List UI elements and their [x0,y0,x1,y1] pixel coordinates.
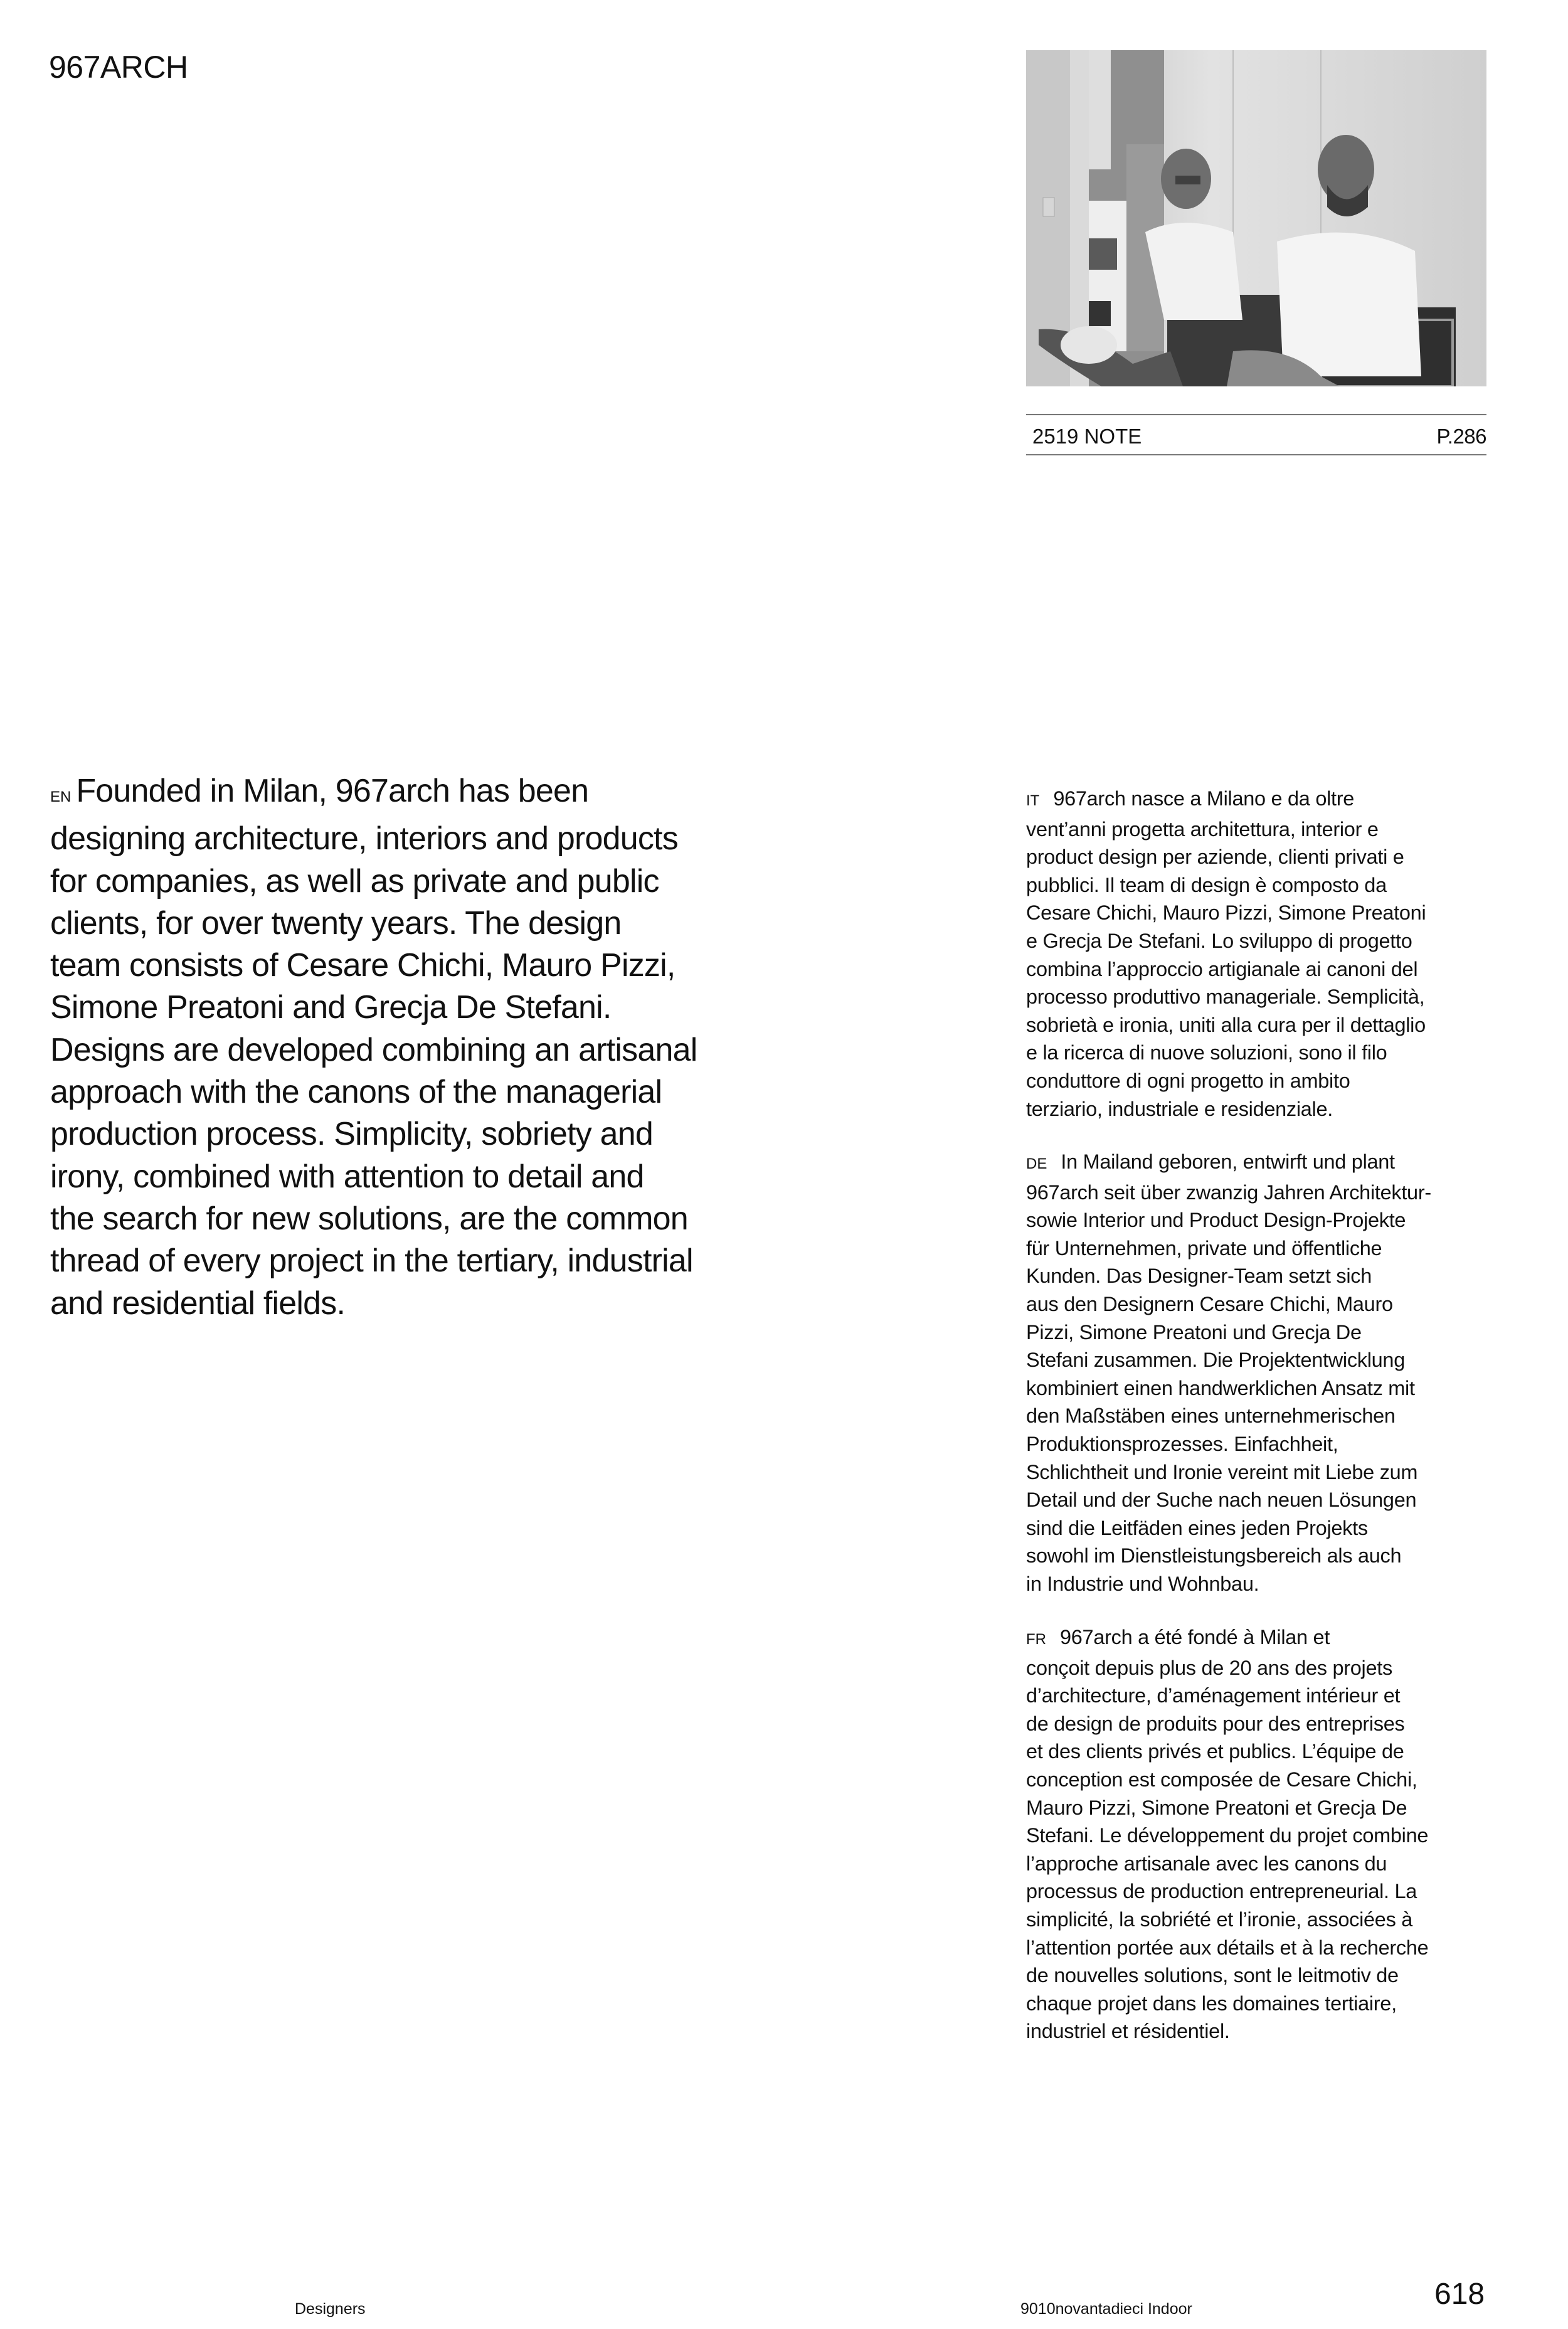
text-line: conçoit depuis plus de 20 ans des projets [1026,1656,1392,1679]
text-line: and residential fields. [50,1285,346,1322]
text-line: clients, for over twenty years. The design [50,905,622,942]
text-line: production process. Simplicity, sobriety and [50,1116,653,1153]
language-tag-it: IT [1026,792,1040,809]
text-line: processo produttivo manageriale. Semplicità, [1026,985,1425,1009]
text-line: simplicité, la sobriété et l’ironie, associées à [1026,1907,1413,1931]
text-line: Mauro Pizzi, Simone Preatoni et Grecja De [1026,1796,1407,1819]
text-line: de nouvelles solutions, sont le leitmotiv de [1026,1964,1399,1987]
text-line: chaque projet dans les domaines tertiaire, [1026,1992,1397,2015]
text-line: Cesare Chichi, Mauro Pizzi, Simone Preatoni [1026,901,1426,925]
text-line: kombiniert einen handwerklichen Ansatz mit [1026,1376,1415,1399]
language-tag-de: DE [1026,1155,1047,1172]
text-line: 967arch seit über zwanzig Jahren Architektur- [1026,1180,1431,1204]
text-line: Produktionsprozesses. Einfachheit, [1026,1432,1338,1455]
text-line: FR 967arch a été fondé à Milan et [1026,1626,1330,1648]
text-line: processus de production entrepreneurial. La [1026,1880,1417,1903]
text-line: pubblici. Il team di design è composto da [1026,873,1387,896]
text-line: e Grecja De Stefani. Lo sviluppo di progetto [1026,929,1412,952]
text-line: sowie Interior und Product Design-Projekte [1026,1209,1406,1232]
text-line: designing architecture, interiors and products [50,820,678,857]
description-it [1026,785,1493,1123]
text-line: Stefani zusammen. Die Projektentwicklung [1026,1349,1405,1372]
text-line: conception est composée de Cesare Chichi, [1026,1768,1417,1791]
page-number: 618 [1434,2278,1485,2311]
text-line: combina l’approccio artigianale ai canoni del [1026,957,1418,980]
text-line: industriel et résidentiel. [1026,2020,1230,2043]
designer-photo [1026,50,1486,386]
text-line: terziario, industriale e residenziale. [1026,1097,1333,1120]
designers-portrait-image [1026,50,1486,386]
description-de [1026,1148,1493,1598]
footer-section: Designers [295,2300,366,2318]
product-page-ref[interactable]: P.286 [1436,425,1486,448]
text-line: Stefani. Le développement du projet combine [1026,1824,1429,1847]
language-tag-fr: FR [1026,1631,1046,1648]
text-line: product design per aziende, clienti privati e [1026,846,1404,869]
text-line: d’architecture, d’aménagement intérieur et [1026,1684,1401,1707]
text-line: Pizzi, Simone Preatoni und Grecja De [1026,1320,1362,1344]
text-line: den Maßstäben eines unternehmerischen [1026,1404,1396,1428]
text-line: de design de produits pour des entreprises [1026,1712,1405,1735]
text-line: sowohl im Dienstleistungsbereich als auch [1026,1544,1402,1568]
text-line: thread of every project in the tertiary, industrial [50,1243,693,1280]
text-line: team consists of Cesare Chichi, Mauro Pizzi, [50,947,675,984]
text-line: EN Founded in Milan, 967arch has been [50,773,589,809]
description-en [50,770,778,1325]
text-line: Schlichtheit und Ironie vereint mit Liebe zum [1026,1460,1418,1483]
text-line: IT 967arch nasce a Milano e da oltre [1026,787,1355,810]
text-line: for companies, as well as private and public [50,862,659,899]
text-line: Detail und der Suche nach neuen Lösungen [1026,1488,1417,1512]
text-line: conduttore di ogni progetto in ambito [1026,1069,1350,1092]
text-line: vent’anni progetta architettura, interior e [1026,817,1379,841]
product-name[interactable]: 2519 NOTE [1032,425,1142,448]
designer-title: 967ARCH [49,50,188,85]
text-line: Kunden. Das Designer-Team setzt sich [1026,1265,1372,1288]
text-line: the search for new solutions, are the common [50,1200,688,1237]
text-line: approach with the canons of the managerial [50,1074,662,1111]
text-line: irony, combined with attention to detail and [50,1158,644,1195]
text-line: et des clients privés et publics. L’équipe de [1026,1740,1404,1763]
language-tag-en: EN [50,788,72,805]
text-line: DE In Mailand geboren, entwirft und plant [1026,1150,1395,1173]
description-fr [1026,1623,1493,2045]
text-line: aus den Designern Cesare Chichi, Mauro [1026,1292,1393,1315]
text-line: e la ricerca di nuove soluzioni, sono il filo [1026,1041,1387,1064]
text-line: Designs are developed combining an artisanal [50,1031,697,1068]
text-line: Simone Preatoni and Grecja De Stefani. [50,989,612,1026]
text-line: für Unternehmen, private und öffentliche [1026,1236,1382,1260]
text-line: l’approche artisanale avec les canons du [1026,1852,1387,1875]
footer-catalog: 9010novantadieci Indoor [1020,2300,1192,2318]
text-line: sobrietà e ironia, uniti alla cura per il dettaglio [1026,1013,1426,1036]
text-line: l’attention portée aux détails et à la recherche [1026,1936,1429,1959]
text-line: in Industrie und Wohnbau. [1026,1572,1259,1595]
product-reference[interactable] [1026,414,1486,455]
text-line: sind die Leitfäden eines jeden Projekts [1026,1516,1368,1539]
